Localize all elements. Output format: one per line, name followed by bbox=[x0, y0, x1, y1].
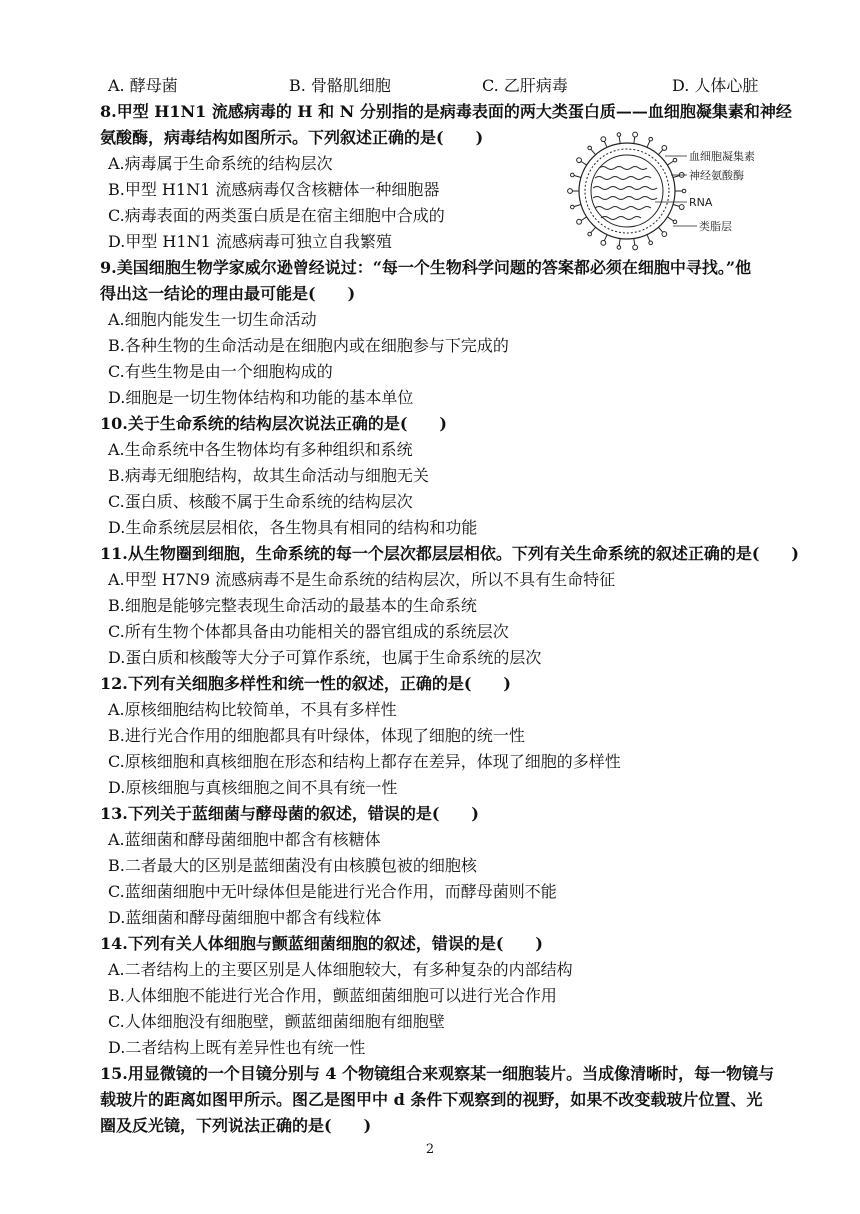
q10-option-d: D.生命系统层层相依，各生物具有相同的结构和功能 bbox=[108, 518, 478, 537]
page-number: 2 bbox=[425, 1142, 435, 1157]
lipid-layer-inner bbox=[585, 149, 669, 233]
q9-stem-line2: 得出这一结论的理由最可能是( ) bbox=[100, 284, 356, 303]
q15-stem-line3: 圈及反光镜，下列说法正确的是( ) bbox=[100, 1116, 372, 1135]
q8-option-a: A.病毒属于生命系统的结构层次 bbox=[108, 154, 333, 173]
q14-option-a: A.二者结构上的主要区别是人体细胞较大，有多种复杂的内部结构 bbox=[108, 960, 573, 979]
capsid-circle bbox=[591, 155, 663, 227]
q9-option-b: B.各种生物的生命活动是在细胞内或在细胞参与下完成的 bbox=[108, 336, 509, 355]
neuraminidase-spike-head bbox=[588, 232, 592, 236]
hemagglutinin-spike-head bbox=[679, 205, 684, 210]
virus-particle bbox=[568, 132, 686, 250]
q8-stem-line1: 8.甲型 H1N1 流感病毒的 H 和 N 分别指的是病毒表面的两大类蛋白质——血细胞凝集素和神经 bbox=[100, 102, 792, 121]
surface-spike bbox=[667, 161, 673, 165]
q9-option-c: C.有些生物是由一个细胞构成的 bbox=[108, 362, 333, 381]
neuraminidase-spike-head bbox=[588, 146, 592, 150]
q14-option-b: B.人体细胞不能进行光合作用，颤蓝细菌细胞可以进行光合作用 bbox=[108, 986, 557, 1005]
q10-stem: 10.关于生命系统的结构层次说法正确的是( ) bbox=[100, 414, 447, 433]
q14-option-c: C.人体细胞没有细胞壁，颤蓝细菌细胞有细胞壁 bbox=[108, 1012, 445, 1031]
hemagglutinin-spike-head bbox=[577, 219, 582, 224]
neuraminidase-spike-head bbox=[571, 205, 575, 209]
surface-spike bbox=[604, 141, 607, 147]
q10-option-a: A.生命系统中各生物体均有多种组织和系统 bbox=[108, 440, 413, 459]
q9-stem-line1: 9.美国细胞生物学家威尔逊曾经说过：“每一个生物科学问题的答案都必须在细胞中寻找。”他 bbox=[100, 258, 752, 277]
hemagglutinin-spike-head bbox=[633, 132, 638, 137]
neuraminidase-spike-head bbox=[617, 133, 621, 137]
surface-spike bbox=[647, 141, 650, 147]
hemagglutinin-spike-head bbox=[601, 137, 606, 142]
hemagglutinin-spike-head bbox=[601, 240, 606, 245]
neuraminidase-spike-head bbox=[649, 241, 653, 245]
surface-spike bbox=[591, 149, 596, 154]
q7-option-b: B. 骨骼肌细胞 bbox=[289, 76, 391, 95]
q12-option-d: D.原核细胞与真核细胞之间不具有统一性 bbox=[108, 778, 398, 797]
q12-option-c: C.原核细胞和真核细胞在形态和结构上都存在差异，体现了细胞的多样性 bbox=[108, 752, 621, 771]
q8-stem-line2: 氨酸酶，病毒结构如图所示。下列叙述正确的是( ) bbox=[100, 128, 484, 147]
neuraminidase-spike-head bbox=[571, 173, 575, 177]
q9-option-a: A.细胞内能发生一切生命活动 bbox=[108, 310, 317, 329]
q14-stem: 14.下列有关人体细胞与颤蓝细菌细胞的叙述，错误的是( ) bbox=[100, 934, 543, 953]
surface-spike bbox=[619, 137, 620, 144]
surface-spike bbox=[673, 176, 680, 178]
hemagglutinin-spike-head bbox=[577, 158, 582, 163]
surface-spike bbox=[574, 205, 581, 207]
q12-option-a: A.原核细胞结构比较简单，不具有多样性 bbox=[108, 700, 397, 719]
surface-spike bbox=[634, 239, 635, 246]
q11-option-b: B.细胞是能够完整表现生命活动的最基本的生命系统 bbox=[108, 596, 477, 615]
q12-option-b: B.进行光合作用的细胞都具有叶绿体，体现了细胞的统一性 bbox=[108, 726, 525, 745]
surface-spike bbox=[574, 176, 581, 178]
surface-spike bbox=[634, 137, 635, 144]
q10-option-c: C.蛋白质、核酸不属于生命系统的结构层次 bbox=[108, 492, 413, 511]
neuraminidase-spike-head bbox=[682, 189, 686, 193]
hemagglutinin-spike-head bbox=[662, 232, 667, 237]
q7-option-a: A. 酵母菌 bbox=[108, 76, 178, 95]
surface-spike bbox=[673, 205, 680, 207]
lipid-layer-outer bbox=[579, 143, 675, 239]
surface-spike bbox=[658, 149, 663, 154]
virus-structure-figure bbox=[567, 128, 807, 254]
q10-option-b: B.病毒无细胞结构，故其生命活动与细胞无关 bbox=[108, 466, 429, 485]
neuraminidase-spike-head bbox=[673, 220, 677, 224]
hemagglutinin-spike-head bbox=[662, 146, 667, 151]
surface-spike bbox=[667, 217, 673, 221]
neuraminidase-spike-head bbox=[649, 137, 653, 141]
figure-label-rna: RNA bbox=[689, 196, 713, 209]
q13-option-d: D.蓝细菌和酵母菌细胞中都含有线粒体 bbox=[108, 908, 382, 927]
q13-option-c: C.蓝细菌细胞中无叶绿体但是能进行光合作用，而酵母菌则不能 bbox=[108, 882, 557, 901]
rna-strands bbox=[593, 167, 657, 220]
q9-option-d: D.细胞是一切生物体结构和功能的基本单位 bbox=[108, 388, 414, 407]
hemagglutinin-spike-head bbox=[633, 245, 638, 250]
q8-option-c: C.病毒表面的两类蛋白质是在宿主细胞中合成的 bbox=[108, 206, 445, 225]
q13-option-a: A.蓝细菌和酵母菌细胞中都含有核糖体 bbox=[108, 830, 381, 849]
surface-spike bbox=[591, 227, 596, 232]
figure-label-neuraminidase: 神经氨酸酶 bbox=[689, 169, 744, 182]
q11-stem: 11.从生物圈到细胞，生命系统的每一个层次都层层相依。下列有关生命系统的叙述正确的是( ) bbox=[100, 544, 799, 563]
q14-option-d: D.二者结构上既有差异性也有统一性 bbox=[108, 1038, 366, 1057]
q11-option-d: D.蛋白质和核酸等大分子可算作系统，也属于生命系统的层次 bbox=[108, 648, 542, 667]
q7-option-d: D. 人体心脏 bbox=[672, 76, 759, 95]
surface-spike bbox=[619, 239, 620, 246]
neuraminidase-spike-head bbox=[617, 246, 621, 250]
figure-label-lipid-layer: 类脂层 bbox=[699, 220, 732, 233]
q13-option-b: B.二者最大的区别是蓝细菌没有由核膜包被的细胞核 bbox=[108, 856, 477, 875]
neuraminidase-spike-head bbox=[673, 158, 677, 162]
q11-option-a: A.甲型 H7N9 流感病毒不是生命系统的结构层次，所以不具有生命特征 bbox=[108, 570, 616, 589]
q7-option-c: C. 乙肝病毒 bbox=[482, 76, 568, 95]
surface-spike bbox=[647, 235, 650, 241]
q11-option-c: C.所有生物个体都具备由功能相关的器官组成的系统层次 bbox=[108, 622, 509, 641]
surface-spike bbox=[581, 161, 587, 165]
q8-option-b: B.甲型 H1N1 流感病毒仅含核糖体一种细胞器 bbox=[108, 180, 440, 199]
surface-spike bbox=[658, 227, 663, 232]
q15-stem-line2: 载玻片的距离如图甲所示。图乙是图甲中 d 条件下观察到的视野，如果不改变载玻片位置、光 bbox=[100, 1090, 763, 1109]
figure-label-hemagglutinin: 血细胞凝集素 bbox=[689, 150, 755, 163]
surface-spike bbox=[604, 235, 607, 241]
surface-spike bbox=[581, 217, 587, 221]
q15-stem-line1: 15.用显微镜的一个目镜分别与 4 个物镜组合来观察某一细胞装片。当成像清晰时，每一物镜与 bbox=[100, 1064, 775, 1083]
q8-option-d: D.甲型 H1N1 流感病毒可独立自我繁殖 bbox=[108, 232, 392, 251]
q12-stem: 12.下列有关细胞多样性和统一性的叙述，正确的是( ) bbox=[100, 674, 511, 693]
hemagglutinin-spike-head bbox=[568, 189, 573, 194]
q13-stem: 13.下列关于蓝细菌与酵母菌的叙述，错误的是( ) bbox=[100, 804, 479, 823]
